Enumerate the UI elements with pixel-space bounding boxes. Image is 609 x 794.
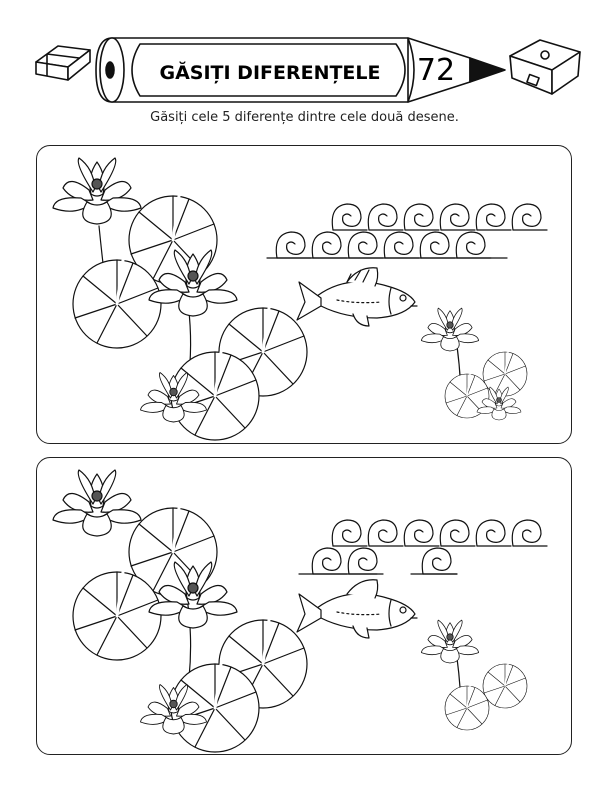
fish-icon[interactable] <box>297 268 417 326</box>
header-banner <box>0 0 609 110</box>
fish-icon[interactable] <box>297 580 417 638</box>
page-title: GĂSIȚI DIFERENȚELE <box>159 62 381 84</box>
wave-swirl-icon[interactable] <box>267 204 547 258</box>
page-number: 72 <box>416 53 456 88</box>
instructions-text: Găsiți cele 5 diferențe dintre cele două desene. <box>150 110 459 125</box>
eraser-icon <box>36 46 90 80</box>
pencil-sharpener-icon <box>510 40 580 94</box>
wave-swirl-icon[interactable] <box>299 520 547 574</box>
picture-panel-original[interactable] <box>36 145 572 444</box>
picture-panel-modified[interactable] <box>36 457 572 755</box>
